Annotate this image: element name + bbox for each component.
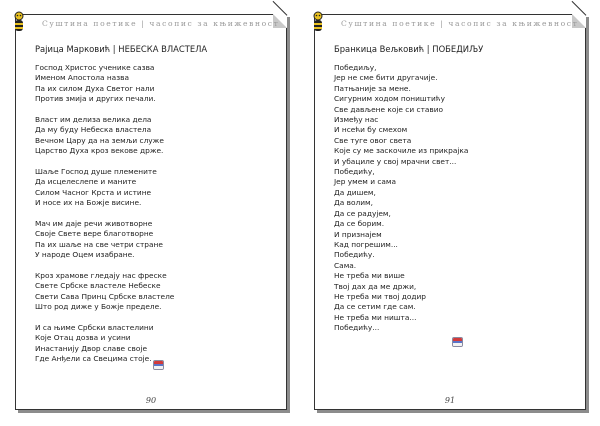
poem-line: Које Отац дозва и усини xyxy=(35,333,131,343)
poem-line: Сама. xyxy=(334,260,357,270)
poem-line: Власт им делиза велика дела xyxy=(35,115,152,125)
stanza xyxy=(35,323,278,365)
poem-line: Кроз храмове гледају нас фреске xyxy=(35,271,167,281)
poem-line: Именом Апостола назва xyxy=(35,73,130,83)
bee-logo-icon xyxy=(311,11,325,35)
poem-line: Победиљу, xyxy=(334,63,377,72)
bee-logo-icon xyxy=(12,11,26,35)
poem-line: Инастанију Двор славе своје xyxy=(35,343,147,353)
poem-line: Јер не сме бити другачије. xyxy=(334,73,438,83)
poem-body xyxy=(35,63,278,375)
page-right xyxy=(314,14,586,410)
poem-line: Своје Свете вере благотворне xyxy=(35,229,154,239)
poem-line: Да се радујем, xyxy=(334,208,391,218)
poem-line: Да дишем, xyxy=(334,187,376,197)
poem-line: Што род диже у Божје пределе. xyxy=(35,302,162,312)
poem-line: Јер умем и сама xyxy=(334,177,397,187)
poem-line: Свети Сава Принц Србске властеле xyxy=(35,291,175,301)
poem-line: Победићу... xyxy=(334,323,380,333)
poem-line: Између нас xyxy=(334,115,379,125)
poem-line: Да волим, xyxy=(334,198,373,208)
poem-line: Твој дах да ме држи, xyxy=(334,281,417,291)
poem-line: Да се борим. xyxy=(334,219,385,229)
poem-line: Патњаније за мене. xyxy=(334,83,411,93)
page-number: 90 xyxy=(145,396,157,405)
poem-line: Против змија и других печали. xyxy=(35,94,156,104)
stanza xyxy=(35,219,278,261)
poem-line: И нсећи бу смехом xyxy=(334,125,408,135)
page-number: 91 xyxy=(444,396,456,405)
stanza xyxy=(35,63,278,105)
poem-line: И са њиме Србски властелини xyxy=(35,323,154,333)
poem-line: Победићу, xyxy=(334,167,375,177)
poem-line: У народе Оцем изабране. xyxy=(35,250,135,260)
poem-line: Шаље Господ душе племените xyxy=(35,167,157,177)
stanza xyxy=(35,167,278,209)
poem-line: Све туге овог света xyxy=(334,135,412,145)
stanza xyxy=(35,271,278,313)
poem-line: Царство Духа кроз векове држе. xyxy=(35,146,164,156)
serbian-flag-icon xyxy=(452,337,463,347)
poem-line: Не треба ми ништа... xyxy=(334,312,417,322)
poem-line: Да исцелеслепе и маните xyxy=(35,177,137,187)
poem-line: Вечном Цару да на земљи служе xyxy=(35,135,164,145)
page-left xyxy=(15,14,287,410)
journal-header: Суштина поетике | часопис за књижевност xyxy=(42,19,280,28)
poem-line: Да се сетим где сам. xyxy=(334,302,416,312)
poem-line: Где Анђели са Свецима стоје. xyxy=(35,354,152,364)
poem-title: Рајица Марковић | НЕБЕСКА ВЛАСТЕЛА xyxy=(35,44,208,54)
poem-line: Да му буду Небеска властела xyxy=(35,125,152,135)
poem-line: Сигурним ходом поништићу xyxy=(334,94,445,104)
poem-line: Не треба ми више xyxy=(334,271,405,281)
poem-line: И носе их на Божје висине. xyxy=(35,198,142,208)
poem-line: Кад погрешим... xyxy=(334,239,398,249)
poem-line: Мач им даје речи животворне xyxy=(35,219,153,229)
poem-line: Које су ме заскочиле из прикрајка xyxy=(334,146,469,156)
poem-line: Не треба ми твој додир xyxy=(334,291,426,301)
serbian-flag-icon xyxy=(153,360,164,370)
poem-line: Господ Христос ученике сазва xyxy=(35,63,155,72)
poem-line: И признајем xyxy=(334,229,382,239)
poem-line: Па их силом Духа Светог нали xyxy=(35,83,155,93)
poem-line: Све дављене које си ставио xyxy=(334,104,444,114)
journal-header: Суштина поетике | часопис за књижевност xyxy=(341,19,579,28)
poem-line: И убациле у свој мрачни свет... xyxy=(334,156,457,166)
poem-body xyxy=(334,63,577,334)
poem-line: Па их шаље на све четри стране xyxy=(35,239,163,249)
poem-line: Свете Србске властеле Небеске xyxy=(35,281,161,291)
poem-title: Бранкица Вељковић | ПОБЕДИЉУ xyxy=(334,44,484,54)
stanza xyxy=(35,115,278,157)
poem-line: Победићу. xyxy=(334,250,375,260)
poem-line: Силом Часног Крста и истине xyxy=(35,187,152,197)
